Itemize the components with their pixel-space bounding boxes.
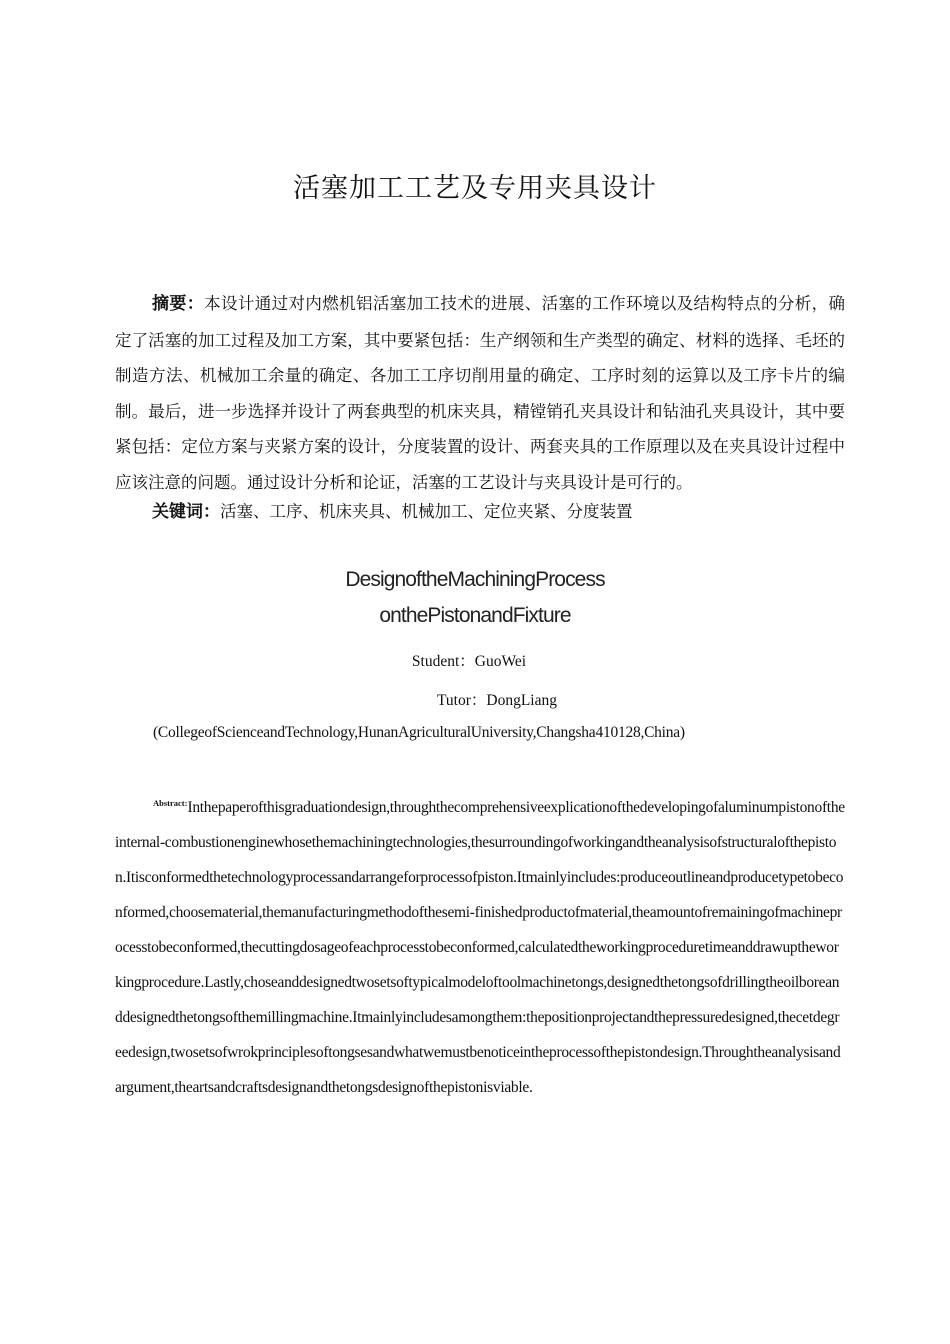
chinese-title: 活塞加工工艺及专用夹具设计 (293, 173, 657, 204)
english-title-line-2: onthePistonandFixture (379, 604, 571, 627)
chinese-keywords (152, 496, 852, 528)
chinese-abstract-text: 本设计通过对内燃机铝活塞加工技术的进展、活塞的工作环境以及结构特点的分析，确定了活塞的加工过程及加工方案，其中要紧包括：生产纲领和生产类型的确定、材料的选择、毛坯的制造方法、机械加工余量的确定、各加工工序切削用量的确定、工序时刻的运算以及工序卡片的编制。最后，进一步选择并设计了两套典型的机床夹具，精镗销孔夹具设计和钻油孔夹具设计，其中要紧包括：定位方案与夹紧方案的设计，分度装置的设计、两套夹具的工作原理以及在夹具设计过程中应该注意的问题。通过设计分析和论证，活塞的工艺设计与夹具设计是可行的。 (115, 294, 845, 492)
affiliation: (CollegeofScienceandTechnology,HunanAgriculturalUniversity,Changsha410128,China) (153, 724, 685, 741)
chinese-abstract-label: 摘要： (152, 294, 205, 314)
student-line: Student：GuoWei (411, 653, 527, 670)
english-abstract-label: Abstract: (153, 798, 188, 808)
english-abstract (115, 786, 845, 1105)
chinese-keywords-label: 关键词： (152, 502, 220, 522)
tutor-line: Tutor：DongLiang (437, 692, 557, 709)
english-abstract-text: Inthepaperofthisgraduationdesign,throughthecomprehensiveexplicationofthedevelopingofaluminumpistonoftheinternal-combustionenginewhosethemachiningtechnologies,thesurroundingofworkingandtheanalysisofstructuralofthepiston.Itisconformedthetechnologyprocessandarrangeforprocessofpiston.Itmainlyincludes:produceoutlineandproducetypetobeconformed,choosematerial,themanufacturingmethodofthesemi-finishedproductofmaterial,theamountofremainingofmachineprocesstobeconformed,thecuttingdosageofeachprocesstobeconformed,calculatedtheworkingproceduretimeanddrawuptheworkingprocedure.Lastly,choseanddesignedtwosetsoftypicalmodeloftoolmachinetongs,designedthetongsofdrillingtheoilboreanddesignedthetongsofthemillingmachine.Itmainlyincludesamongthem:thepositionprojectandthepressuredesigned,thecetdegreedesign,twosetsofwrokprinciplesoftongsesandwhatwemustbenoticeintheprocessofthepistondesign.Throughtheanalysisandargument,theartsandcraftsdesignandthetongsdesignofthepistonisviable. (115, 799, 845, 1096)
chinese-abstract (115, 286, 845, 500)
english-title-line-1: DesignoftheMachiningProcess (345, 568, 605, 591)
chinese-keywords-text: 活塞、工序、机床夹具、机械加工、定位夹紧、分度装置 (220, 502, 633, 521)
english-title (0, 562, 950, 634)
